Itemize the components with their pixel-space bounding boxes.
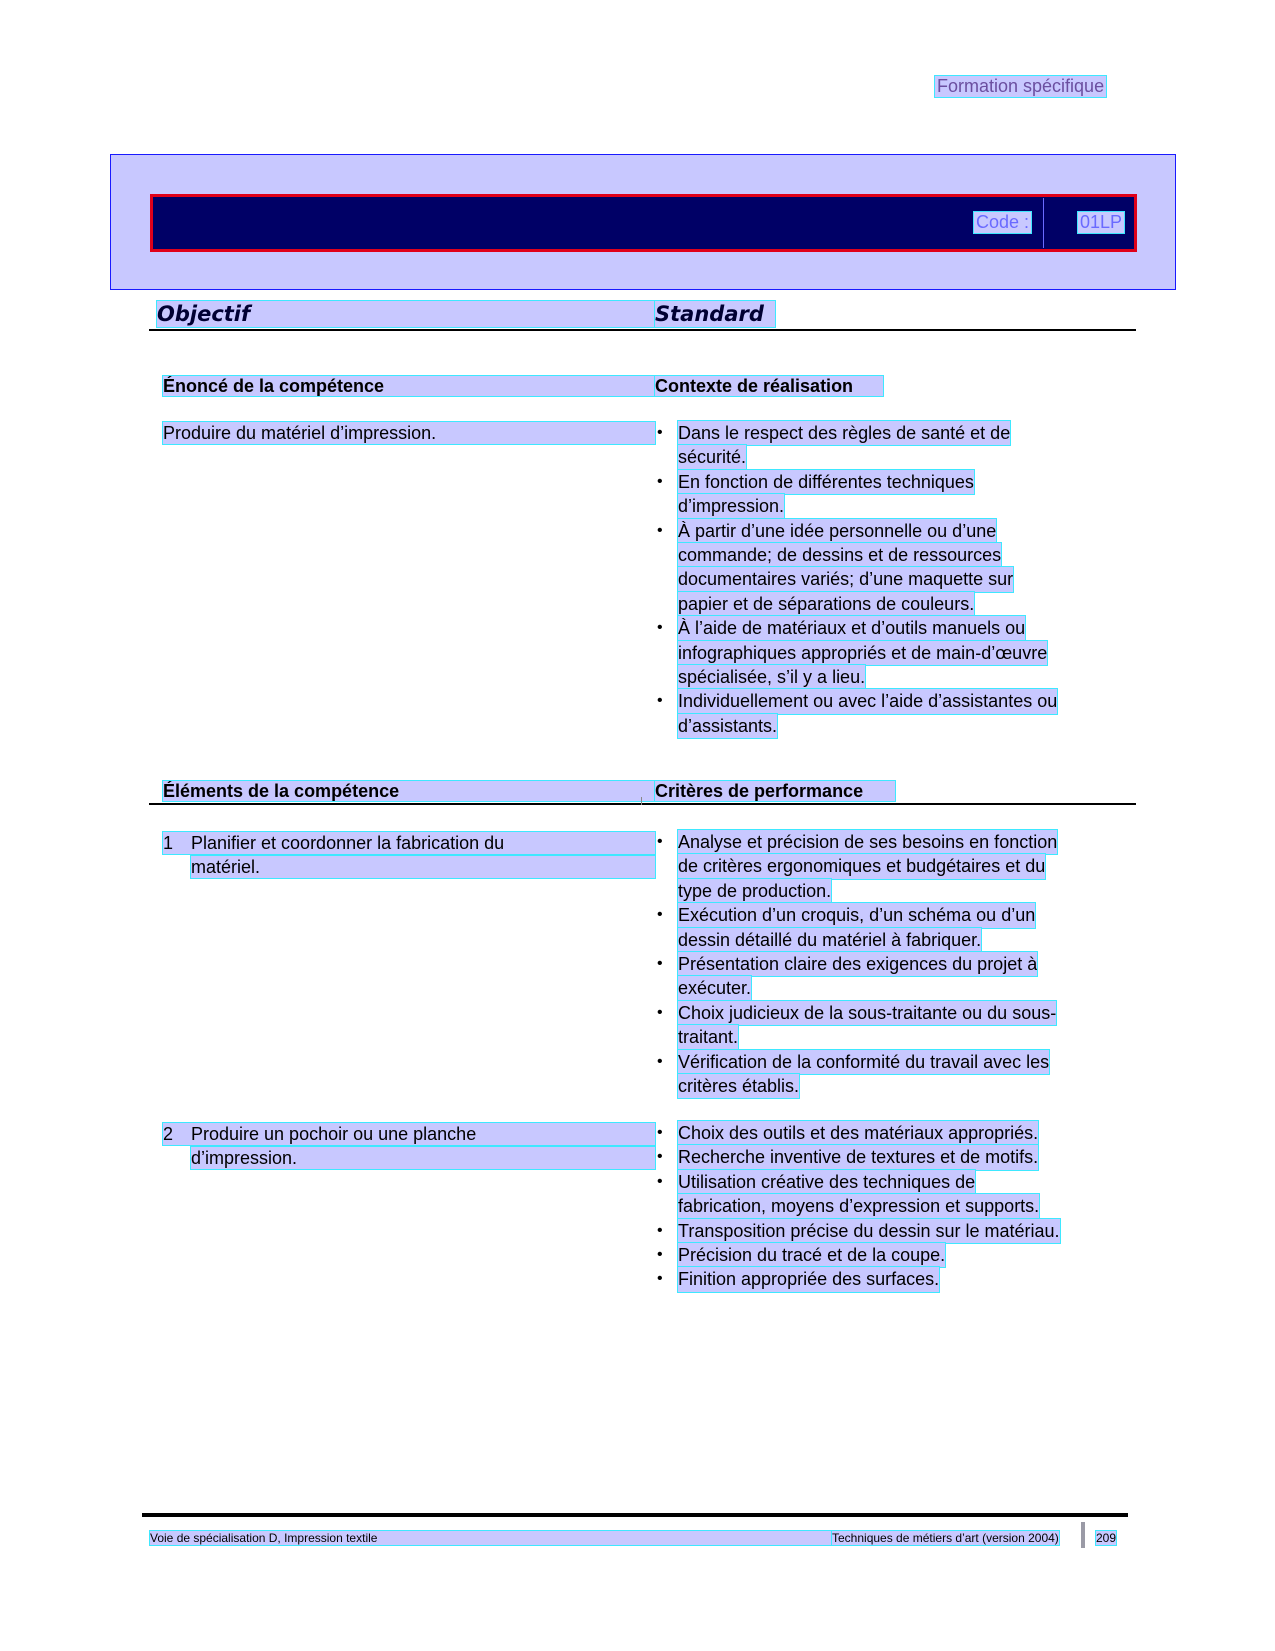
bullet-line: papier et de séparations de couleurs. [678, 592, 974, 616]
criteria-list [655, 830, 1125, 1098]
bullet-line: Exécution d’un croquis, d’un schéma ou d’un [678, 903, 1035, 927]
criteria-heading: Critères de performance [655, 781, 895, 801]
bullet-item [655, 519, 1125, 617]
bullet-item [655, 1121, 1125, 1145]
bullet-line: exécuter. [678, 976, 751, 1000]
element-text: Planifier et coordonner la fabrication du [191, 833, 505, 853]
element-line [163, 832, 655, 854]
element-line [163, 1123, 655, 1145]
bullet-line: Utilisation créative des techniques de [678, 1170, 975, 1194]
bullet-line: En fonction de différentes techniques [678, 470, 974, 494]
footer-right-text: Techniques de métiers d’art (version 2004) [832, 1531, 1059, 1545]
bullet-line: traitant. [678, 1025, 738, 1049]
bullet-item [655, 470, 1125, 519]
bullet-line: Dans le respect des règles de santé et de [678, 421, 1010, 445]
bullet-line: Présentation claire des exigences du projet à [678, 952, 1037, 976]
bullet-line: d’impression. [678, 494, 784, 518]
footer-left-text: Voie de spécialisation D, Impression textile [150, 1531, 840, 1545]
bullet-item [655, 689, 1125, 738]
bullet-line: spécialisée, s’il y a lieu. [678, 665, 865, 689]
bullet-line: Finition appropriée des surfaces. [678, 1267, 939, 1291]
bullet-item [655, 1050, 1125, 1099]
bullet-line: d’assistants. [678, 714, 777, 738]
element-text: Produire un pochoir ou une planche [191, 1124, 477, 1144]
code-label: Code : [976, 212, 1030, 232]
bullet-line: sécurité. [678, 445, 746, 469]
bullet-line: À partir d’une idée personnelle ou d’une [678, 519, 996, 543]
element-number: 1 [163, 833, 174, 853]
contexte-heading: Contexte de réalisation [655, 376, 883, 396]
header-rule [149, 329, 1136, 331]
bullet-line: commande; de dessins et de ressources [678, 543, 1001, 567]
bullet-line: type de production. [678, 879, 831, 903]
bullet-item [655, 903, 1125, 952]
bullet-line: Choix judicieux de la sous-traitante ou du sous- [678, 1001, 1056, 1025]
bullet-item [655, 616, 1125, 689]
bullet-line: Analyse et précision de ses besoins en fonction [678, 830, 1057, 854]
bullet-item [655, 421, 1125, 470]
elements-heading: Éléments de la compétence [163, 781, 655, 801]
bullet-item [655, 1219, 1125, 1243]
code-value: 01LP [1080, 212, 1123, 232]
elements-rule [149, 803, 1136, 805]
section-label: Formation spécifique [937, 76, 1105, 96]
page-number: 209 [1096, 1531, 1117, 1545]
bullet-line: documentaires variés; d’une maquette sur [678, 567, 1013, 591]
bullet-line: fabrication, moyens d’expression et supports. [678, 1194, 1039, 1218]
footer-separator [1081, 1522, 1085, 1548]
footer-rule [142, 1513, 1128, 1517]
bullet-item [655, 1170, 1125, 1219]
contexte-list [655, 421, 1125, 738]
bullet-line: infographiques appropriés et de main-d’œuvre [678, 641, 1047, 665]
bullet-item [655, 830, 1125, 903]
banner-divider [1043, 198, 1044, 248]
bullet-line: Individuellement ou avec l’aide d’assistantes ou [678, 689, 1057, 713]
standard-heading: Standard [655, 301, 775, 327]
bullet-line: de critères ergonomiques et budgétaires et du [678, 854, 1045, 878]
bullet-line: Précision du tracé et de la coupe. [678, 1243, 945, 1267]
bullet-item [655, 1243, 1125, 1267]
enonce-text: Produire du matériel d’impression. [163, 422, 655, 444]
element-text: matériel. [191, 856, 655, 878]
bullet-item [655, 952, 1125, 1001]
bullet-line: Recherche inventive de textures et de motifs. [678, 1145, 1038, 1169]
bullet-item [655, 1001, 1125, 1050]
bullet-line: dessin détaillé du matériel à fabriquer. [678, 928, 981, 952]
bullet-item [655, 1267, 1125, 1291]
objective-heading: Objectif [157, 301, 655, 327]
bullet-line: critères établis. [678, 1074, 799, 1098]
bullet-item [655, 1145, 1125, 1169]
criteria-list [655, 1121, 1125, 1292]
bullet-line: Transposition précise du dessin sur le matériau. [678, 1219, 1060, 1243]
element-text: d’impression. [191, 1147, 655, 1169]
bullet-line: Choix des outils et des matériaux appropriés. [678, 1121, 1038, 1145]
enonce-heading: Énoncé de la compétence [163, 376, 655, 396]
bullet-line: Vérification de la conformité du travail avec les [678, 1050, 1049, 1074]
element-number: 2 [163, 1124, 174, 1144]
column-divider [641, 797, 642, 805]
bullet-line: À l’aide de matériaux et d’outils manuels ou [678, 616, 1025, 640]
